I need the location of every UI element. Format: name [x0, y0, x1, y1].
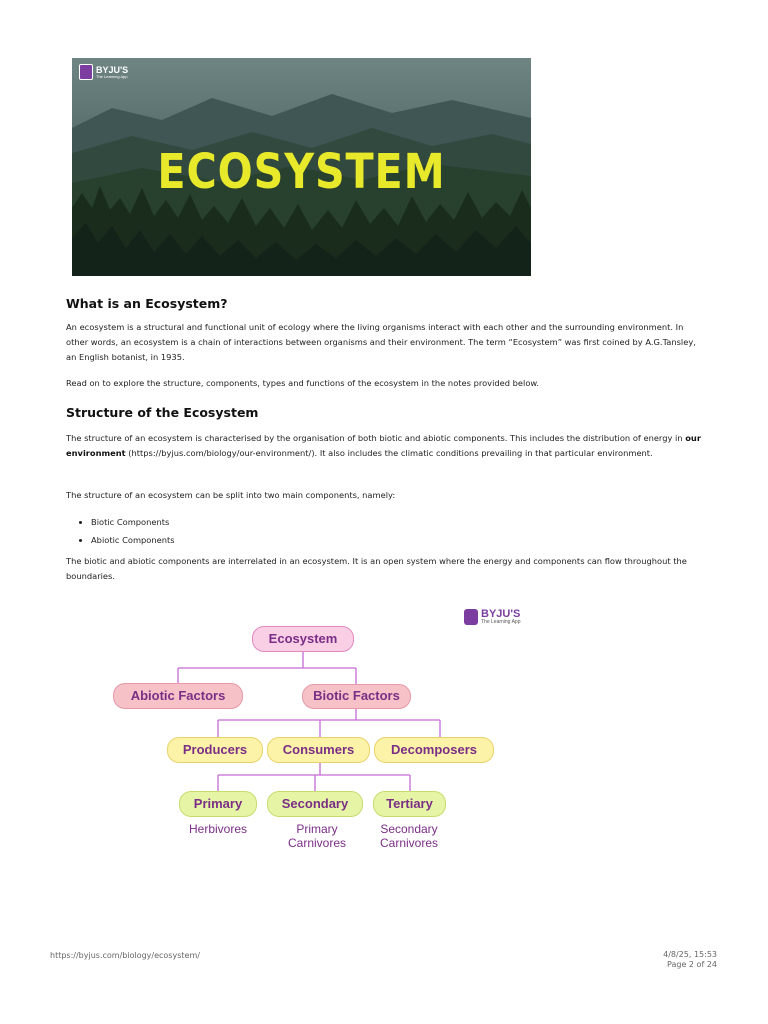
label-secondary-carnivores: Secondary Carnivores	[379, 822, 439, 850]
node-biotic-factors: Biotic Factors	[302, 684, 411, 709]
node-secondary: Secondary	[267, 791, 363, 817]
label-herbivores: Herbivores	[188, 822, 248, 836]
footer-page-number: Page 2 of 24	[667, 960, 717, 969]
node-consumers: Consumers	[267, 737, 370, 763]
node-decomposers: Decomposers	[374, 737, 494, 763]
heading-structure: Structure of the Ecosystem	[66, 405, 259, 420]
label-primary-carnivores: Primary Carnivores	[287, 822, 347, 850]
node-producers: Producers	[167, 737, 263, 763]
hero-title: ECOSYSTEM	[157, 144, 446, 200]
list-item: • Abiotic Components	[91, 531, 175, 549]
paragraph-split: The structure of an ecosystem can be split into two main components, namely:	[66, 490, 396, 500]
heading-what-is-ecosystem: What is an Ecosystem?	[66, 296, 228, 311]
node-abiotic-factors: Abiotic Factors	[113, 683, 243, 709]
link-our-environment[interactable]: our environment	[66, 433, 701, 458]
paragraph-interrelated: The biotic and abiotic components are interrelated in an ecosystem. It is an open system where the energy and components can flow throughout the boundaries.	[66, 556, 687, 581]
logo-text: BYJU'S	[481, 608, 521, 620]
paragraph-structure: The structure of an ecosystem is characterised by the organisation of both biotic and abiotic components. This includes the distribution of energy in our environment (https://byjus.com/biology/our-environment/). It also includes the climatic conditions prevailing in that particular environment.	[66, 433, 701, 458]
node-tertiary: Tertiary	[373, 791, 446, 817]
footer-url[interactable]: https://byjus.com/biology/ecosystem/	[50, 951, 200, 960]
paragraph-definition: An ecosystem is a structural and functional unit of ecology where the living organisms interact with each other and the surrounding environment. In other words, an ecosystem is a chain of interactions between organisms and their environment. The term “Ecosystem” was first coined by A.G.Tansley, an English botanist, in 1935.	[66, 322, 696, 362]
list-item: • Biotic Components	[91, 513, 175, 531]
footer-datetime: 4/8/25, 15:53	[663, 950, 717, 959]
logo-subtext: The Learning App	[481, 619, 521, 625]
paragraph-read-on: Read on to explore the structure, components, types and functions of the ecosystem in the notes provided below.	[66, 378, 540, 388]
node-primary: Primary	[179, 791, 257, 817]
footer-page-info	[663, 950, 717, 970]
logo-subtext: The Learning App	[96, 73, 128, 79]
node-ecosystem: Ecosystem	[252, 626, 354, 652]
logo-text: BYJU'S	[96, 64, 129, 75]
